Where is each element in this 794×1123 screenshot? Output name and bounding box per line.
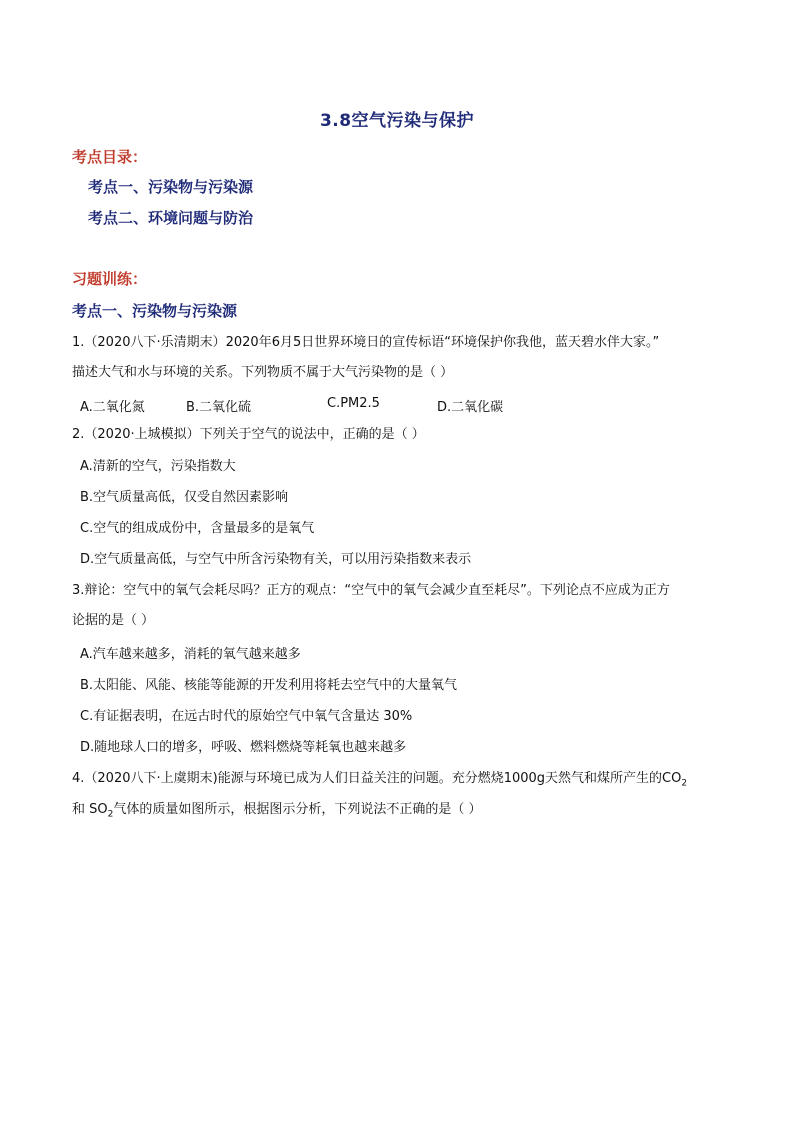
option-c: C.有证据表明，在远古时代的原始空气中氧气含量达 30%: [80, 709, 413, 724]
option-a: A.汽车越来越多，消耗的氧气越来越多: [80, 647, 301, 662]
question-3-line-2: 论据的是（ ）: [72, 613, 155, 628]
toc-item-1: 考点一、污染物与污染源: [88, 178, 254, 196]
question-4-line-2: [72, 801, 482, 824]
option-c: C.PM2.5: [327, 396, 380, 411]
option-d: D.二氧化碳: [437, 400, 504, 415]
question-4-text-a: 4.（2020八下·上虞期末)能源与环境已成为人们日益关注的问题。充分燃烧1000g天然气和煤所产生的CO: [72, 771, 682, 786]
question-4-line-1: [72, 770, 687, 793]
option-b: B.二氧化硫: [186, 400, 252, 415]
subscript-2: 2: [681, 778, 688, 789]
option-d: D.随地球人口的增多，呼吸、燃料燃烧等耗氧也越来越多: [80, 740, 407, 755]
question-1-line-1: 1.（2020八下·乐清期末）2020年6月5日世界环境日的宣传标语“环境保护你我他，蓝天碧水伴大家。”: [72, 335, 660, 350]
toc-item-2: 考点二、环境问题与防治: [88, 209, 254, 227]
option-c: C.空气的组成成份中，含量最多的是氧气: [80, 521, 315, 536]
question-2-line-1: 2.（2020·上城模拟）下列关于空气的说法中，正确的是（ ）: [72, 427, 425, 442]
option-a: A.清新的空气，污染指数大: [80, 459, 236, 474]
option-b: B.空气质量高低，仅受自然因素影响: [80, 490, 289, 505]
subscript-2: 2: [107, 809, 114, 820]
option-a: A.二氧化氮: [80, 400, 145, 415]
question-3-line-1: 3.辩论：空气中的氧气会耗尽吗？正方的观点：“空气中的氧气会减少直至耗尽”。下列论点不应成为正方: [72, 583, 670, 598]
exercise-heading: 习题训练：: [72, 270, 148, 288]
question-4-text-c: 气体的质量如图所示，根据图示分析，下列说法不正确的是（ ）: [113, 802, 482, 817]
section-heading: 考点一、污染物与污染源: [72, 302, 238, 320]
option-b: B.太阳能、风能、核能等能源的开发利用将耗去空气中的大量氧气: [80, 678, 458, 693]
question-4-text-b: 和 SO: [72, 802, 108, 817]
question-1-line-2: 描述大气和水与环境的关系。下列物质不属于大气污染物的是（ ）: [72, 365, 454, 380]
toc-heading: 考点目录：: [72, 148, 148, 166]
option-d: D.空气质量高低，与空气中所含污染物有关，可以用污染指数来表示: [80, 552, 472, 567]
page-title: 3.8空气污染与保护: [319, 111, 475, 131]
